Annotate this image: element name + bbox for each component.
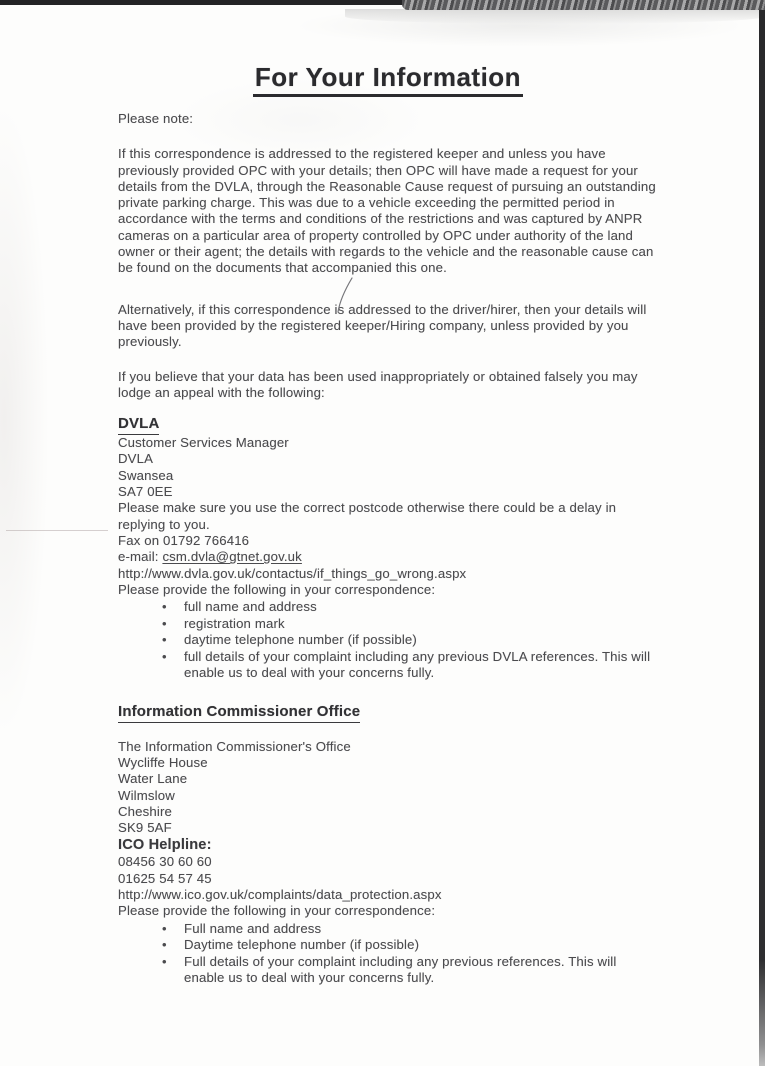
- ico-phone-number: 01625 54 57 45: [118, 870, 212, 886]
- ico-address-line: SK9 5AF: [118, 820, 172, 836]
- ico-phone-number: 08456 30 60 60: [118, 854, 212, 870]
- dvla-bullet-item: • full name and address: [184, 599, 658, 616]
- dvla-postcode-note: Please make sure you use the correct postcode otherwise there could be a delay in replying to you.: [118, 500, 617, 532]
- ico-address-line: Wilmslow: [118, 787, 175, 803]
- ico-bullet-item: • Full details of your complaint including any previous references. This will enable us to deal with your concerns fully.: [184, 954, 658, 987]
- dvla-bullet-item: • daytime telephone number (if possible): [184, 632, 658, 649]
- please-note-label: Please note:: [118, 111, 194, 126]
- letter-content: [118, 0, 658, 987]
- ico-address-line: Cheshire: [118, 803, 172, 819]
- dvla-address-block: [118, 435, 658, 500]
- page-title: [118, 62, 658, 97]
- ico-address-block: [118, 739, 658, 837]
- dvla-complaints-url: http://www.dvla.gov.uk/contactus/if_things_go_wrong.aspx: [118, 565, 467, 581]
- ico-address-line: The Information Commissioner's Office: [118, 738, 351, 754]
- scan-artifact-line: [6, 530, 108, 531]
- ico-bullet-item: • Daytime telephone number (if possible): [184, 937, 658, 954]
- page-title-text: For Your Information: [253, 62, 523, 97]
- ico-phone-block: [118, 854, 658, 887]
- dvla-bullet-item: • full details of your complaint including any previous DVLA references. This will enable us to deal with your concerns fully.: [184, 649, 658, 682]
- ico-helpline-label: ICO Helpline:: [118, 837, 212, 854]
- dvla-bullet-item: • registration mark: [184, 616, 658, 633]
- dvla-bullet-list: [118, 599, 658, 682]
- ico-address-line: Wycliffe House: [118, 754, 208, 770]
- ico-bullet-item: • Full name and address: [184, 921, 658, 938]
- ico-address-line: Water Lane: [118, 771, 188, 787]
- dvla-heading-text: DVLA: [118, 415, 159, 435]
- dvla-email-address: csm.dvla@gtnet.gov.uk: [162, 549, 302, 565]
- ico-bullet-list: [118, 921, 658, 987]
- intro-paragraph-2: Alternatively, if this correspondence is addressed to the driver/hirer, then your details will have been provided by the registered keeper/Hiring company, unless provided by you previously.: [118, 301, 647, 350]
- dvla-provide-label: Please provide the following in your correspondence:: [118, 581, 436, 597]
- ico-complaints-url: http://www.ico.gov.uk/complaints/data_protection.aspx: [118, 887, 442, 902]
- ico-heading-text: Information Commissioner Office: [118, 703, 360, 723]
- dvla-fax-line: Fax on 01792 766416: [118, 532, 250, 548]
- intro-paragraph-3: If you believe that your data has been used inappropriately or obtained falsely you may lodge an appeal with the following:: [118, 368, 638, 400]
- ico-provide-label: Please provide the following in your correspondence:: [118, 903, 436, 919]
- dvla-address-line: Swansea: [118, 467, 174, 483]
- email-label: e-mail:: [118, 549, 163, 565]
- scan-artifact-hatch: [402, 0, 765, 10]
- dvla-email-line: [118, 549, 658, 565]
- dvla-address-line: Customer Services Manager: [118, 435, 289, 451]
- pen-mark: [331, 276, 357, 314]
- scan-edge-right: [759, 0, 765, 1066]
- dvla-address-line: SA7 0EE: [118, 484, 173, 500]
- dvla-section-heading: [118, 415, 658, 435]
- ico-section-heading: [118, 703, 658, 723]
- intro-paragraph-1: If this correspondence is addressed to the registered keeper and unless you have previously provided OPC with your details; then OPC will have made a request for your details from the DVLA, through the Reasonable Cause request of pursuing an outstanding private parking charge. This was due to a vehicle exceeding the permitted period in accordance with the terms and conditions of the restrictions and was captured by ANPR cameras on a particular area of property controlled by OPC under authority of the land owner or their agent; the details with regards to the vehicle and the reasonable cause can be found on the documents that accompanied this one.: [118, 146, 656, 276]
- scan-shadow-smear: [345, 9, 765, 24]
- dvla-address-line: DVLA: [118, 451, 154, 467]
